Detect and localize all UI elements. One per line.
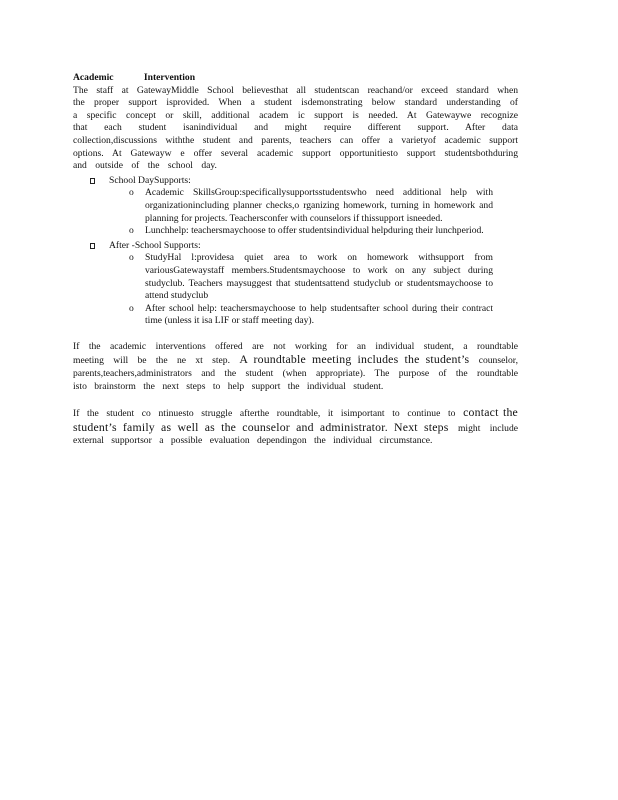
list-item-label: School DaySupports: [109, 174, 191, 186]
circle-bullet-icon: o [129, 302, 134, 314]
support-list [73, 175, 518, 328]
sublist [109, 187, 518, 237]
paragraph-text: might include external supportsor a possible evaluation dependingon the individual circumstance. [73, 422, 519, 447]
sublist-item-text: Lunchhelp: teachersmaychoose to offer studentsindividual helpduring their lunchperiod. [145, 225, 484, 237]
document-body [73, 72, 518, 448]
circle-bullet-icon: o [129, 225, 134, 237]
circle-bullet-icon: o [129, 187, 134, 199]
sublist-item-text: After school help: teachersmaychoose to help studentsafter school during their contract time (unless it isa LIF or staff meeting day). [145, 302, 493, 327]
section-heading: Academic Intervention [73, 72, 196, 83]
sublist-item [129, 187, 493, 225]
roundtable-paragraph [73, 341, 518, 393]
list-item-label: After -School Supports: [109, 239, 201, 251]
list-item-after-school [73, 240, 518, 328]
paragraph-text: If the academic interventions offered are not working for an individual student, a roundtable meeting will be the ne xt step. [73, 340, 518, 367]
next-steps-paragraph [73, 406, 518, 448]
intro-paragraph: The staff at GatewayMiddle School believesthat all studentscan reachand/or exceed standard when the proper support isprovided. When a student isdemonstrating below standard understanding of a specific concept or skill, additional academ ic support is needed. At Gatewaywe recognize that each student isanindividual and might require different support. After data collection,discussions withthe student and parents, teachers can offer a varietyof academic support options. At Gatewayw e offer several academic support opportunitiesto support studentsbothduring and outside of the school day. [73, 84, 518, 172]
square-bullet-icon [90, 243, 95, 249]
square-bullet-icon [90, 178, 95, 184]
paragraph-text: If the student co ntinuesto struggle afterthe roundtable, it isimportant to continue to [73, 408, 456, 420]
paragraph-text: counselor, parents,teachers,administrators and the student (when appropriate). The purpose of the roundtable isto brainstorm the next steps to help support the individual student. [73, 355, 518, 392]
paragraph-text-large: contact the student’s family as well as the counselor and administrator. Next steps [73, 405, 518, 434]
circle-bullet-icon: o [129, 252, 134, 264]
sublist-item [129, 252, 493, 302]
sublist-item [129, 225, 493, 238]
sublist [109, 252, 518, 328]
sublist-item-text: StudyHal l:providesa quiet area to work on homework withsupport from variousGatewaystaff members.Studentsmaychoose to work on any subject during studyclub. Teachers maysuggest that studentsattend studyclub or studentsmaychoose to attend studyclub [145, 252, 493, 302]
paragraph-text-large: A roundtable meeting includes the student’s [239, 352, 470, 367]
sublist-item-text: Academic SkillsGroup:specificallysupportsstudentswho need additional help with organizationincluding planner checks,o rganizing homework, turning in homework and planning for projects. Teachersconfer with counselors if thissupport isneeded. [145, 187, 493, 224]
sublist-item [129, 302, 493, 328]
list-item-school-day [73, 175, 518, 238]
